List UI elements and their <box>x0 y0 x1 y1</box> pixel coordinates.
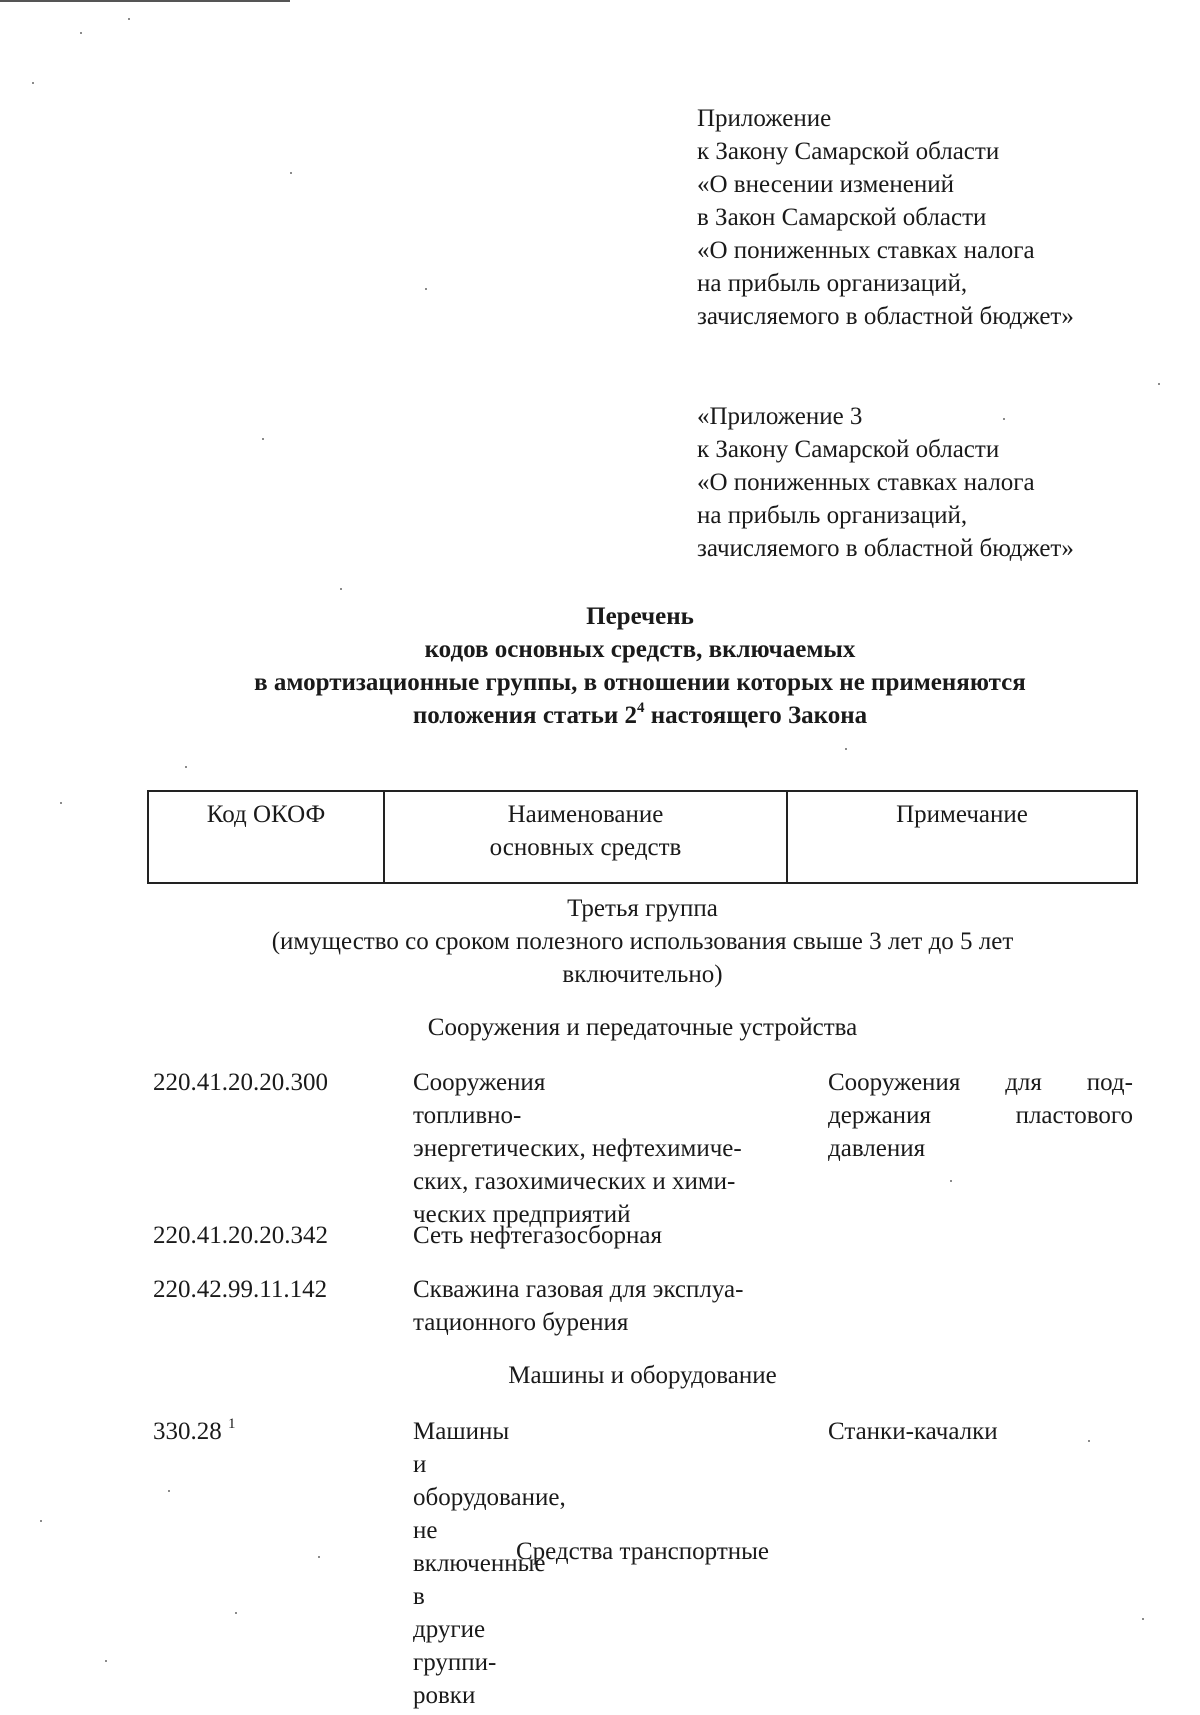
appendix-header <box>697 102 1177 333</box>
scan-speck <box>80 32 82 34</box>
asset-name-word: группи- <box>413 1649 497 1676</box>
header-note: Примечание <box>896 801 1028 828</box>
section-heading-structures: Сооружения и передаточные устройства <box>427 1014 858 1041</box>
asset-name-line: ровки <box>413 1682 476 1709</box>
title-line-1: Перечень <box>586 603 694 630</box>
scan-speck <box>32 82 34 84</box>
asset-note-line <box>828 1066 1133 1099</box>
scan-speck <box>105 1660 107 1662</box>
asset-name-word: Машины <box>413 1418 510 1445</box>
scan-speck <box>340 588 342 590</box>
scan-speck <box>950 1180 952 1182</box>
asset-name-line: ческих предприятий <box>413 1201 631 1228</box>
appendix-header-line: к Закону Самарской области <box>697 138 1000 165</box>
asset-name-line: ских, газохимических и хими- <box>413 1168 736 1195</box>
asset-note-word: держания <box>828 1102 931 1129</box>
asset-name-word: оборудование, <box>413 1484 566 1511</box>
scan-speck <box>1142 1618 1144 1620</box>
scan-speck <box>1088 1440 1090 1442</box>
header-name-line: основных средств <box>489 834 682 861</box>
scan-speck <box>235 1612 237 1614</box>
asset-name-word: топливно- <box>413 1102 522 1129</box>
title-line-4 <box>150 699 1130 732</box>
header-code-cell <box>148 791 384 883</box>
appendix3-header-line: «Приложение 3 <box>697 403 863 430</box>
asset-note-word: пластового <box>1015 1102 1133 1129</box>
asset-name-word: не <box>413 1517 438 1544</box>
scan-speck <box>168 1490 170 1492</box>
okof-code: 220.42.99.11.142 <box>153 1276 328 1303</box>
header-note-cell <box>787 791 1137 883</box>
appendix3-header-line: «О пониженных ставках налога <box>697 469 1035 496</box>
asset-note-word: Сооружения <box>828 1069 961 1096</box>
section-heading-machines: Машины и оборудование <box>508 1362 777 1389</box>
appendix3-header-line: зачисляемого в областной бюджет» <box>697 535 1074 562</box>
group-desc-line: (имущество со сроком полезного использования свыше 3 лет до 5 лет <box>271 928 1014 955</box>
appendix-header-line: на прибыль организаций, <box>697 270 968 297</box>
asset-name <box>413 1273 793 1339</box>
appendix3-header <box>697 400 1177 565</box>
scan-speck <box>290 172 292 174</box>
okof-code-value: 330.28 <box>153 1418 222 1445</box>
header-code: Код ОКОФ <box>206 801 326 828</box>
appendix3-header-line: к Закону Самарской области <box>697 436 1000 463</box>
scan-speck <box>40 1520 42 1522</box>
asset-name-line: энергетических, нефтехимиче- <box>413 1135 742 1162</box>
scan-speck <box>262 438 264 440</box>
okof-code: 220.41.20.20.342 <box>153 1222 328 1249</box>
scan-speck <box>185 766 187 768</box>
asset-note-line: давления <box>828 1135 926 1162</box>
scan-speck <box>318 1556 320 1558</box>
asset-name-line <box>413 1066 793 1132</box>
asset-note-word: для <box>1005 1069 1042 1096</box>
scan-speck <box>845 748 847 750</box>
table-header <box>147 790 1138 884</box>
title-line-4-pre: положения статьи 2 <box>412 702 638 729</box>
scan-speck <box>1003 418 1005 420</box>
asset-name-word: и <box>413 1451 427 1478</box>
scan-speck <box>1158 383 1160 385</box>
appendix-header-line: «О пониженных ставках налога <box>697 237 1035 264</box>
asset-name-word: включенные <box>413 1550 546 1577</box>
header-name-line: Наименование <box>507 801 664 828</box>
scan-speck <box>128 18 130 20</box>
title-line-3: в амортизационные группы, в отношении которых не применяются <box>254 669 1026 696</box>
asset-name <box>413 1066 793 1231</box>
asset-name-line: Сеть нефтегазосборная <box>413 1222 662 1249</box>
title-line-4-post: настоящего Закона <box>644 702 868 729</box>
footnote-marker: 1 <box>228 1415 236 1432</box>
asset-note-word: под- <box>1086 1069 1133 1096</box>
asset-name-word: другие <box>413 1616 486 1643</box>
header-name-cell <box>384 791 787 883</box>
asset-name-line: Скважина газовая для эксплуа- <box>413 1276 744 1303</box>
okof-code <box>153 1415 383 1448</box>
appendix-header-line: Приложение <box>697 105 832 132</box>
title-superscript: 4 <box>637 699 645 716</box>
okof-code: 220.41.20.20.300 <box>153 1069 328 1096</box>
appendix-header-line: в Закон Самарской области <box>697 204 987 231</box>
appendix-header-line: зачисляемого в областной бюджет» <box>697 303 1074 330</box>
asset-note <box>828 1066 1133 1165</box>
appendix-header-line: «О внесении изменений <box>697 171 955 198</box>
asset-name-line: тационного бурения <box>413 1309 629 1336</box>
group-heading <box>150 892 1135 991</box>
asset-note-line <box>828 1099 1133 1132</box>
asset-note <box>828 1415 1133 1448</box>
scan-speck <box>425 288 427 290</box>
appendix3-header-line: на прибыль организаций, <box>697 502 968 529</box>
document-title <box>150 600 1130 732</box>
asset-name-word: в <box>413 1583 425 1610</box>
section-heading-transport: Средства транспортные <box>515 1538 770 1565</box>
scan-top-edge-line <box>0 0 290 2</box>
group-title: Третья группа <box>567 895 718 922</box>
scan-speck <box>60 802 62 804</box>
asset-name <box>413 1219 793 1252</box>
asset-note-line: Станки-качалки <box>828 1418 998 1445</box>
group-desc-line: включительно) <box>562 961 723 988</box>
asset-name-word: Сооружения <box>413 1069 546 1096</box>
asset-name-line <box>413 1415 793 1547</box>
title-line-2: кодов основных средств, включаемых <box>424 636 856 663</box>
